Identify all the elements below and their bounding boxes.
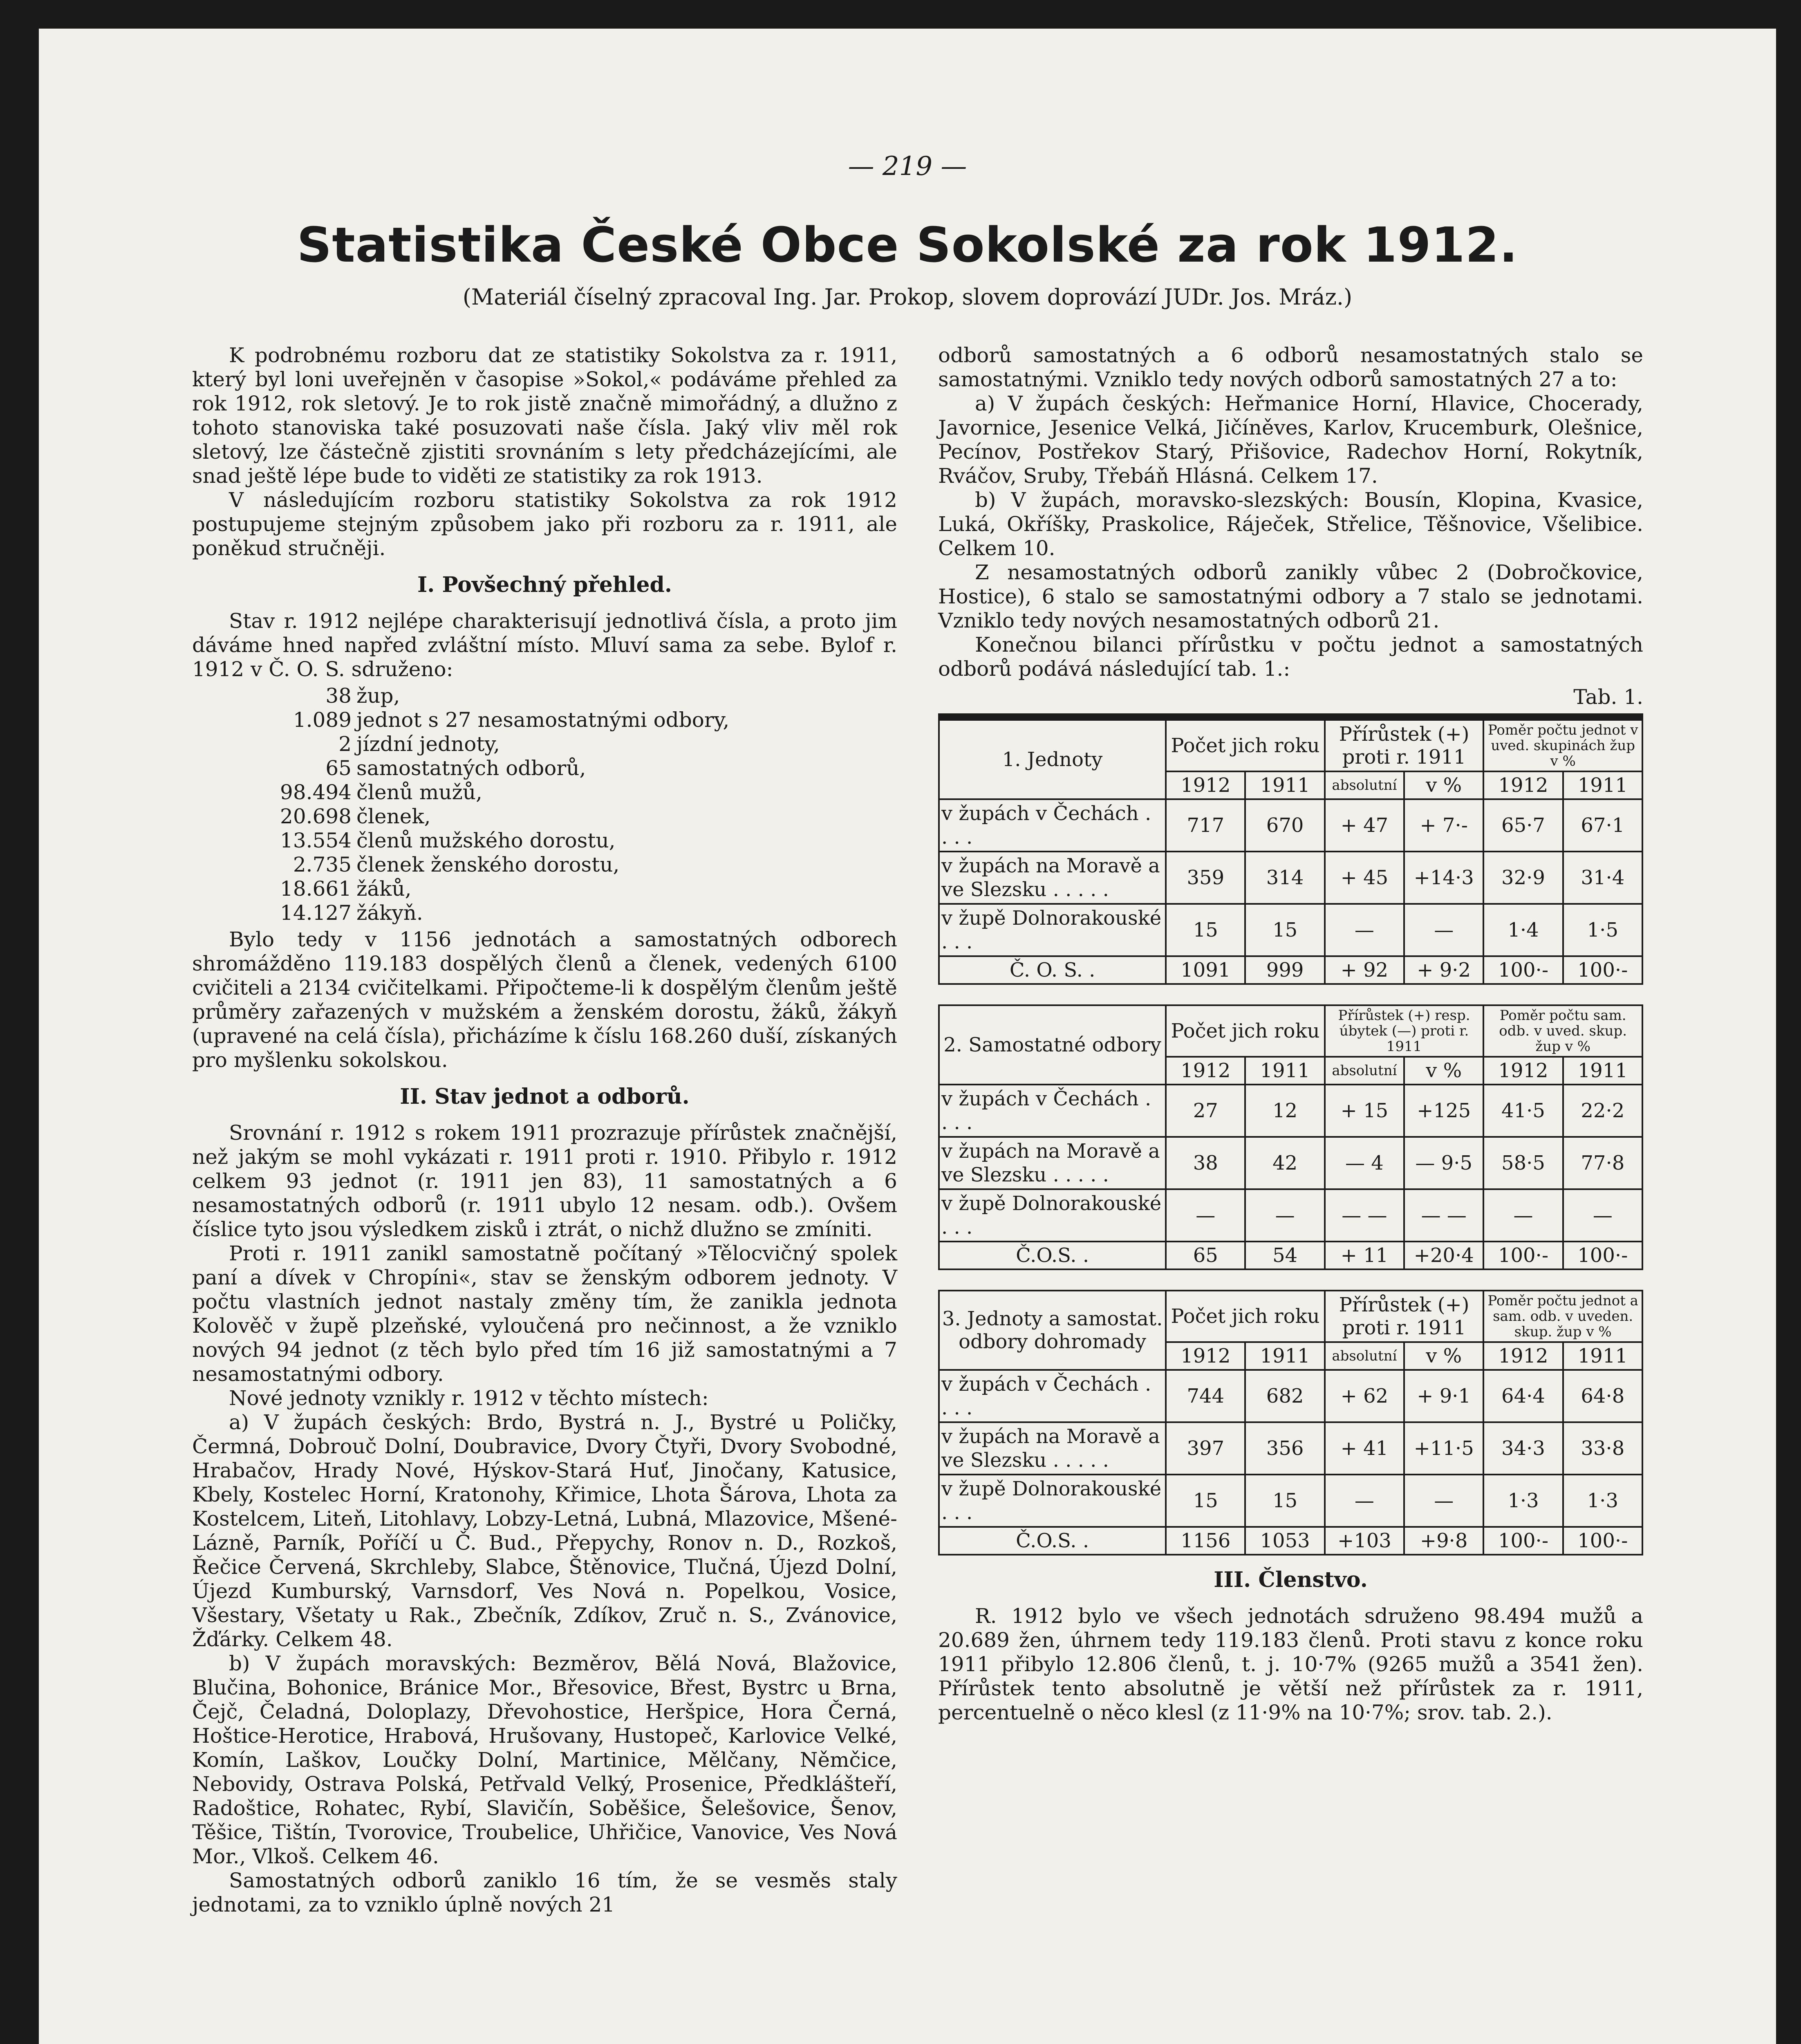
- header-ratio: Poměr počtu jednot v uved. skupinách žup v %: [1483, 720, 1642, 771]
- table-cell: 58·5: [1483, 1137, 1563, 1189]
- header-count: Počet jich roku: [1166, 720, 1325, 771]
- list-item-text: členek,: [356, 805, 431, 828]
- page: [39, 29, 1776, 2044]
- table-cell: 64·8: [1563, 1370, 1642, 1422]
- row-label: v župách v Čechách . . . .: [939, 1370, 1166, 1422]
- table-total-row: [939, 956, 1642, 984]
- row-label: v župách na Moravě a ve Slezsku . . . . .: [939, 1137, 1166, 1189]
- table-row: [939, 1189, 1642, 1242]
- row-label: v župách na Moravě a ve Slezsku . . . . .: [939, 852, 1166, 904]
- table-cell: —: [1245, 1189, 1324, 1242]
- list-item-number: 1.089: [293, 708, 352, 732]
- stat-list: [192, 684, 897, 925]
- table-cell: 100·-: [1563, 1527, 1642, 1555]
- percent-header: v %: [1404, 1342, 1483, 1370]
- section-title: 1. Jednoty: [939, 720, 1166, 799]
- table-cell: + 92: [1325, 956, 1404, 984]
- absolute-header: absolutní: [1325, 771, 1404, 799]
- header-growth: Přírůstek (+) proti r. 1911: [1325, 1291, 1484, 1342]
- header-ratio: Poměr počtu sam. odb. v uved. skup. žup v %: [1483, 1005, 1642, 1057]
- table-cell: + 9·1: [1404, 1370, 1483, 1422]
- table-header-row: [939, 1005, 1642, 1057]
- table-cell: + 62: [1325, 1370, 1404, 1422]
- section-heading: III. Členstvo.: [1214, 1567, 1368, 1592]
- right-column: [938, 343, 1643, 1725]
- page-title: Statistika České Obce Sokolské za rok 1912.: [297, 217, 1518, 273]
- table-cell: 744: [1166, 1370, 1245, 1422]
- list-item-number: 38: [325, 684, 352, 708]
- table-cell: —: [1325, 1475, 1404, 1527]
- table-cell: 15: [1245, 1475, 1324, 1527]
- table-cell: 22·2: [1563, 1085, 1642, 1137]
- list-item-text: jízdní jednoty,: [356, 732, 500, 756]
- table-cell: 15: [1166, 904, 1245, 956]
- list-item-number: 18.661: [280, 877, 352, 901]
- row-label: v župách na Moravě a ve Slezsku . . . . .: [939, 1422, 1166, 1475]
- table-cell: +11·5: [1404, 1422, 1483, 1475]
- table-total-row: [939, 1242, 1642, 1269]
- table-cell: + 41: [1325, 1422, 1404, 1475]
- section-title: 2. Samostatné odbory: [939, 1005, 1166, 1085]
- table-row: [939, 1085, 1642, 1137]
- header-growth: Přírůstek (+) proti r. 1911: [1325, 720, 1484, 771]
- table-cell: + 9·2: [1404, 956, 1483, 984]
- paragraph: b) V župách moravských: Bezměrov, Bělá Nová, Blažovice, Blučina, Bohonice, Bránice Mor., Břesovice, Břest, Bystrc u Brna, Čejč, Čeladná, Doloplazy, Dřevohostice, Heršpice, Hora Černá, Hoštice-Herotice, Hrabová, Hrušovany, Hustopeč, Karlovice Velké, Komín, Laškov, Loučky Dolní, Martinice, Mělčany, Němčice, Nebovidy, Ostrava Polská, Petřvald Velký, Prosenice, Předklášteří, Radoštice, Rohatec, Rybí, Slavičín, Soběšice, Šelešovice, Šenov, Těšice, Tištín, Tvorovice, Troubelice, Uhřičice, Vanovice, Ves Nová Mor., Vlkoš. Celkem 46.: [192, 1652, 897, 1868]
- header-count: Počet jich roku: [1166, 1005, 1325, 1057]
- table-cell: + 7·-: [1404, 799, 1483, 852]
- table-cell: 15: [1166, 1475, 1245, 1527]
- table-row: [939, 1137, 1642, 1189]
- paragraph: Konečnou bilanci přírůstku v počtu jednot a samostatných odborů podává následující tab. 1.:: [938, 633, 1643, 681]
- header-ratio: Poměr počtu jednot a sam. odb. v uveden. skup. žup v %: [1483, 1291, 1642, 1342]
- table-cell: 1·3: [1563, 1475, 1642, 1527]
- table-cell: 38: [1166, 1137, 1245, 1189]
- list-item: [192, 829, 897, 853]
- list-item-text: žákyň.: [356, 901, 423, 925]
- paragraph: Srovnání r. 1912 s rokem 1911 prozrazuje přírůstek značnější, než jakým se mohl vykázati r. 1911 proti r. 1910. Přibylo r. 1912 celkem 93 jednot (r. 1911 jen 83), 11 samostatných a 6 nesamostatných odborů (r. 1911 ubylo 12 nesam. odb.). Ovšem číslice tyto jsou výsledkem zisků i ztrát, o nichž dlužno se zmíniti.: [192, 1121, 897, 1241]
- table-cell: 356: [1245, 1422, 1324, 1475]
- table-row: [939, 904, 1642, 956]
- table-cell: 31·4: [1563, 852, 1642, 904]
- table-cell: 999: [1245, 956, 1324, 984]
- percent-header: v %: [1404, 1057, 1483, 1085]
- list-item-text: žup,: [356, 684, 400, 708]
- list-item-text: členů mužského dorostu,: [356, 829, 616, 852]
- list-item-text: členů mužů,: [356, 780, 482, 804]
- table-cell: +125: [1404, 1085, 1483, 1137]
- table-cell: +9·8: [1404, 1527, 1483, 1555]
- paragraph: V následujícím rozboru statistiky Sokolstva za rok 1912 postupujeme stejným způsobem jako při rozboru za r. 1911, ale poněkud stručněji.: [192, 488, 897, 560]
- table-cell: 717: [1166, 799, 1245, 852]
- table-cell: 1053: [1245, 1527, 1324, 1555]
- list-item-text: členek ženského dorostu,: [356, 853, 620, 876]
- table-cell: + 45: [1325, 852, 1404, 904]
- table-cell: 77·8: [1563, 1137, 1642, 1189]
- paragraph: Bylo tedy v 1156 jednotách a samostatných odborech shromážděno 119.183 dospělých členů a členek, vedených 6100 cvičiteli a 2134 cvičitelkami. Připočteme-li k dospělým členům ještě průměry zařazených v mužském a ženském dorostu, žáků, žákyň (upravené na celá čísla), přicházíme k číslu 168.260 duší, získaných pro myšlenku sokolskou.: [192, 928, 897, 1072]
- year-1912-header: 1912: [1166, 771, 1245, 799]
- page-number: — 219 —: [848, 151, 967, 182]
- table-cell: —: [1483, 1189, 1563, 1242]
- table-cell: 65: [1166, 1242, 1245, 1269]
- table-total-row: [939, 1527, 1642, 1555]
- table-cell: 100·-: [1563, 1242, 1642, 1269]
- total-label: Č.O.S. .: [939, 1242, 1166, 1269]
- table-cell: 1156: [1166, 1527, 1245, 1555]
- table-cell: —: [1325, 904, 1404, 956]
- year-1911-header: 1911: [1245, 1342, 1324, 1370]
- table-cell: 100·-: [1483, 1527, 1563, 1555]
- year-1912-header: 1912: [1166, 1342, 1245, 1370]
- table-cell: 359: [1166, 852, 1245, 904]
- table-gap: [939, 1269, 1642, 1291]
- table-cell: 1091: [1166, 956, 1245, 984]
- table-row: [939, 1475, 1642, 1527]
- list-item: [192, 805, 897, 829]
- list-item: [192, 732, 897, 756]
- list-item-text: jednot s 27 nesamostatnými odbory,: [356, 708, 730, 732]
- section-title: 3. Jednoty a samostat. odbory dohromady: [939, 1291, 1166, 1370]
- table-cell: 27: [1166, 1085, 1245, 1137]
- table-cell: 12: [1245, 1085, 1324, 1137]
- year-1911-header: 1911: [1245, 1057, 1324, 1085]
- header-growth: Přírůstek (+) resp. úbytek (—) proti r. 1911: [1325, 1005, 1484, 1057]
- table-cell: + 15: [1325, 1085, 1404, 1137]
- table-cell: 33·8: [1563, 1422, 1642, 1475]
- table-top-rule: [938, 713, 1643, 719]
- year-1911-header: 1911: [1563, 771, 1642, 799]
- list-item: [192, 756, 897, 780]
- paragraph: Stav r. 1912 nejlépe charakterisují jednotlivá čísla, a proto jim dáváme hned napřed zvláštní místo. Mluví sama za sebe. Bylof r. 1912 v Č. O. S. sdruženo:: [192, 609, 897, 681]
- table-cell: 64·4: [1483, 1370, 1563, 1422]
- list-item-number: 14.127: [280, 901, 352, 925]
- row-label: v župě Dolnorakouské . . .: [939, 904, 1166, 956]
- list-item-text: žáků,: [356, 877, 412, 901]
- paragraph: b) V župách, moravsko-slezských: Bousín, Klopina, Kvasice, Luká, Okříšky, Praskolice, Ráječek, Střelice, Těšnovice, Všelibice. Celkem 10.: [938, 488, 1643, 560]
- subtitle: (Materiál číselný zpracoval Ing. Jar. Prokop, slovem doprovází JUDr. Jos. Mráz.): [462, 284, 1353, 310]
- table-cell: +20·4: [1404, 1242, 1483, 1269]
- list-item: [192, 877, 897, 901]
- table-cell: 1·5: [1563, 904, 1642, 956]
- table-cell: — —: [1404, 1189, 1483, 1242]
- table-cell: 65·7: [1483, 799, 1563, 852]
- absolute-header: absolutní: [1325, 1057, 1404, 1085]
- left-column: [192, 343, 897, 1917]
- table-cell: 314: [1245, 852, 1324, 904]
- list-item-number: 98.494: [280, 780, 352, 804]
- table-cell: —: [1404, 1475, 1483, 1527]
- table-cell: 42: [1245, 1137, 1324, 1189]
- row-label: v župě Dolnorakouské . . .: [939, 1189, 1166, 1242]
- paragraph: Z nesamostatných odborů zanikly vůbec 2 (Dobročkovice, Hostice), 6 stalo se samostatnými odbory a 7 stalo se jednotami. Vzniklo tedy nových nesamostatných odborů 21.: [938, 560, 1643, 632]
- table-cell: 670: [1245, 799, 1324, 852]
- list-item-number: 20.698: [280, 805, 352, 828]
- paragraph: a) V župách českých: Heřmanice Horní, Hlavice, Chocerady, Javornice, Jesenice Velká, Jičíněves, Karlov, Krucemburk, Olešnice, Pecínov, Postřekov Starý, Přišovice, Radechov Horní, Rokytník, Rváčov, Sruby, Třebáň Hlásná. Celkem 17.: [938, 392, 1643, 488]
- absolute-header: absolutní: [1325, 1342, 1404, 1370]
- table-cell: 54: [1245, 1242, 1324, 1269]
- year-1911-header: 1911: [1563, 1057, 1642, 1085]
- table-gap: [939, 984, 1642, 1005]
- table-cell: —: [1404, 904, 1483, 956]
- table-cell: 100·-: [1563, 956, 1642, 984]
- total-label: Č.O.S. .: [939, 1527, 1166, 1555]
- table-cell: 1·3: [1483, 1475, 1563, 1527]
- row-label: v župě Dolnorakouské . . .: [939, 1475, 1166, 1527]
- data-table: [938, 719, 1643, 1555]
- table-row: [939, 852, 1642, 904]
- total-label: Č. O. S. .: [939, 956, 1166, 984]
- table-cell: +14·3: [1404, 852, 1483, 904]
- table-cell: — 9·5: [1404, 1137, 1483, 1189]
- paragraph: Nové jednoty vznikly r. 1912 v těchto místech:: [229, 1386, 709, 1410]
- row-label: v župách v Čechách . . . .: [939, 799, 1166, 852]
- year-1912-header: 1912: [1483, 1342, 1563, 1370]
- table-label: Tab. 1.: [1573, 685, 1643, 709]
- year-1912-header: 1912: [1483, 1057, 1563, 1085]
- table-cell: 15: [1245, 904, 1324, 956]
- table-cell: 100·-: [1483, 956, 1563, 984]
- paragraph: R. 1912 bylo ve všech jednotách sdruženo 98.494 mužů a 20.689 žen, úhrnem tedy 119.183 členů. Proti stavu z konce roku 1911 přibylo 12.806 členů, t. j. 10·7% (9265 mužů a 3541 žen). Přírůstek tento absolutně je větší než přírůstek za r. 1911, percentuelně o něco klesl (z 11·9% na 10·7%; srov. tab. 2.).: [938, 1604, 1643, 1724]
- table-cell: 67·1: [1563, 799, 1642, 852]
- table-cell: + 47: [1325, 799, 1404, 852]
- section-heading: II. Stav jednot a odborů.: [400, 1084, 690, 1109]
- table-cell: 682: [1245, 1370, 1324, 1422]
- table-header-row: [939, 1291, 1642, 1342]
- paragraph: a) V župách českých: Brdo, Bystrá n. J., Bystré u Poličky, Čermná, Dobrouč Dolní, Doubravice, Dvory Čtyři, Dvory Svobodné, Hrabačov, Hrady Nové, Hýskov-Stará Huť, Jinočany, Katusice, Kbely, Kostelec Horní, Kratonohy, Křimice, Lhota Šárova, Lhota za Kostelcem, Liteň, Litohlavy, Lobzy-Letná, Lubná, Mlazovice, Mšené-Lázně, Parník, Poříčí u Č. Bud., Přepychy, Ronov n. D., Rozkoš, Řečice Červená, Skrchleby, Slabce, Štěnovice, Tlučná, Újezd Dolní, Újezd Kumburský, Varnsdorf, Ves Nová n. Popelkou, Vosice, Všestary, Všetaty u Rak., Zbečník, Zdíkov, Zruč n. S., Zvánovice, Žďárky. Celkem 48.: [192, 1410, 897, 1651]
- paragraph: K podrobnému rozboru dat ze statistiky Sokolstva za r. 1911, který byl loni uveřejněn v časopise »Sokol,« podáváme přehled za rok 1912, rok sletový. Je to rok jistě značně mimořádný, a dlužno z tohoto stanoviska také posuzovati naše čísla. Jaký vliv měl rok sletový, lze částečně zjistiti srovnáním s lety předcházejícími, ale snad ještě lépe bude to viděti ze statistiky za rok 1913.: [192, 343, 897, 488]
- list-item: [192, 853, 897, 877]
- year-1911-header: 1911: [1245, 771, 1324, 799]
- table-header-row: [939, 720, 1642, 771]
- year-1912-header: 1912: [1166, 1057, 1245, 1085]
- list-item-number: 2.735: [293, 853, 352, 876]
- table-row: [939, 1422, 1642, 1475]
- list-item-number: 65: [325, 756, 352, 780]
- table-cell: —: [1166, 1189, 1245, 1242]
- year-1911-header: 1911: [1563, 1342, 1642, 1370]
- list-item: [192, 708, 897, 732]
- table-row: [939, 1370, 1642, 1422]
- table-cell: 41·5: [1483, 1085, 1563, 1137]
- table-cell: +103: [1325, 1527, 1404, 1555]
- table-cell: + 11: [1325, 1242, 1404, 1269]
- paragraph: odborů samostatných a 6 odborů nesamostatných stalo se samostatnými. Vzniklo tedy nových odborů samostatných 27 a to:: [938, 343, 1643, 391]
- percent-header: v %: [1404, 771, 1483, 799]
- list-item: [192, 684, 897, 708]
- list-item-number: 2: [338, 732, 352, 756]
- year-1912-header: 1912: [1483, 771, 1563, 799]
- list-item-number: 13.554: [280, 829, 352, 852]
- table-cell: —: [1563, 1189, 1642, 1242]
- paragraph: Proti r. 1911 zanikl samostatně počítaný »Tělocvičný spolek paní a dívek v Chropíni«, stav se ženským odborem jednoty. V počtu vlastních jednot nastaly změny tím, že zanikla jednota Kolověč v župě plzeňské, vyloučená pro nečinnost, a že vzniklo nových 94 jednot (z těch bylo před tím 16 již samostatnými a 7 nesamostatnými odbory.: [192, 1242, 897, 1386]
- table-row: [939, 799, 1642, 852]
- table-cell: 100·-: [1483, 1242, 1563, 1269]
- table-cell: — —: [1325, 1189, 1404, 1242]
- table-cell: 34·3: [1483, 1422, 1563, 1475]
- header-count: Počet jich roku: [1166, 1291, 1325, 1342]
- table-cell: — 4: [1325, 1137, 1404, 1189]
- paragraph: Samostatných odborů zaniklo 16 tím, že se vesměs staly jednotami, za to vzniklo úplně nových 21: [192, 1869, 897, 1916]
- list-item-text: samostatných odborů,: [356, 756, 586, 780]
- section-heading: I. Povšechný přehled.: [417, 572, 672, 597]
- list-item: [192, 901, 897, 925]
- table-cell: 1·4: [1483, 904, 1563, 956]
- table-cell: 32·9: [1483, 852, 1563, 904]
- list-item: [192, 780, 897, 805]
- table-cell: 397: [1166, 1422, 1245, 1475]
- row-label: v župách v Čechách . . . .: [939, 1085, 1166, 1137]
